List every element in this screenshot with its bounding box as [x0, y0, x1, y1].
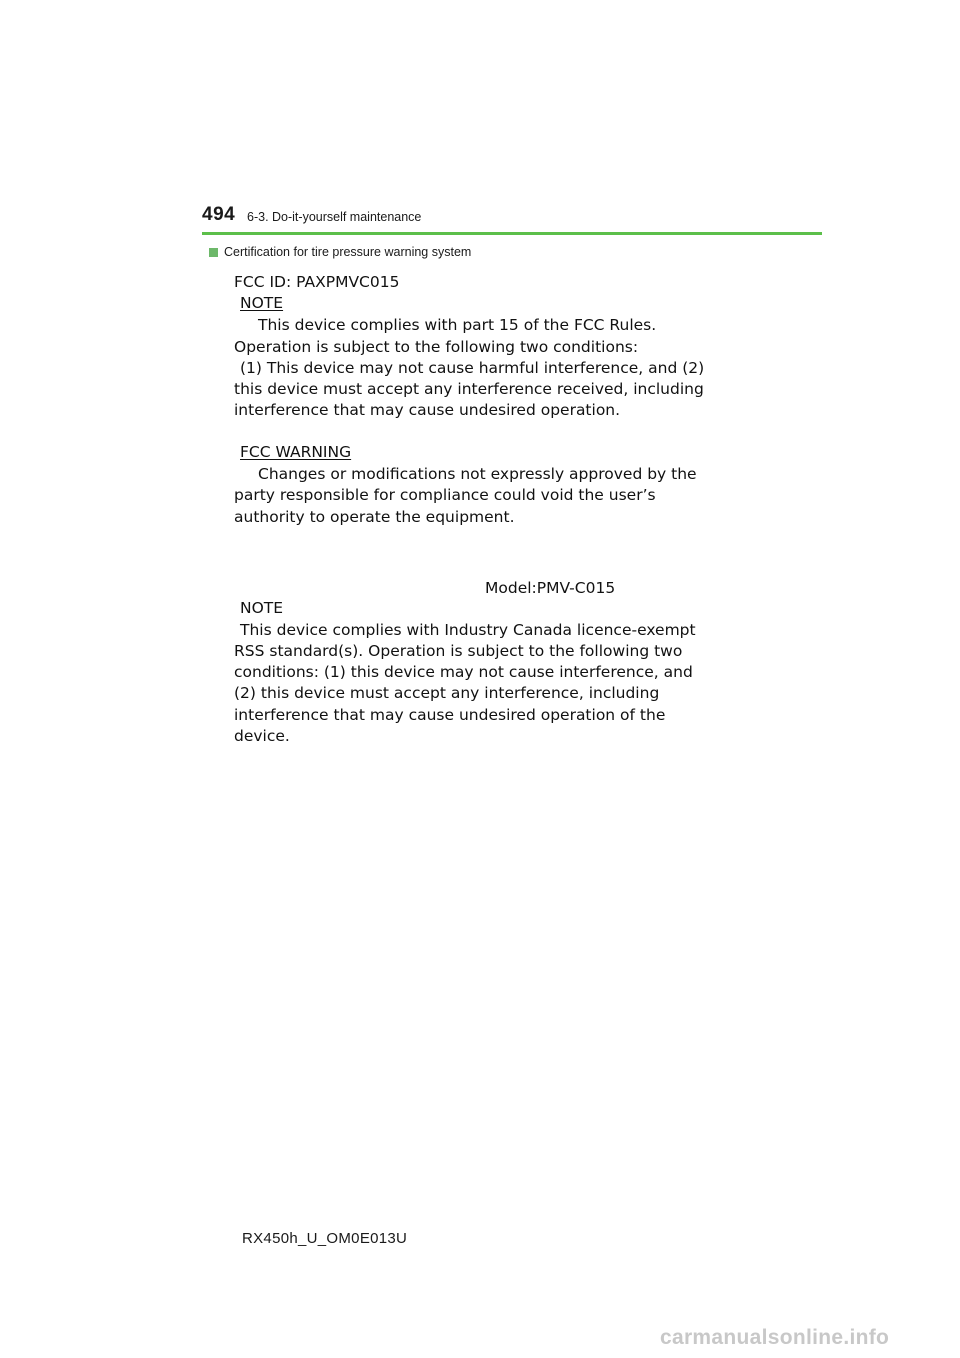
ic-note-line-5: interference that may cause undesired operation of the [234, 706, 666, 724]
ic-note-line-3: conditions: (1) this device may not cause interference, and [234, 663, 693, 681]
ic-note-heading: NOTE [240, 599, 284, 617]
square-icon [209, 248, 218, 257]
ic-note-line-2: RSS standard(s). Operation is subject to the following two [234, 642, 683, 660]
watermark: carmanualsonline.info [660, 1326, 890, 1349]
fcc-note-line-3: (1) This device may not cause harmful interference, and (2) [240, 359, 705, 377]
document-code: RX450h_U_OM0E013U [242, 1230, 408, 1247]
fcc-id-line: FCC ID: PAXPMVC015 [234, 273, 400, 291]
ic-note-line-1: This device complies with Industry Canada licence-exempt [240, 621, 696, 639]
fcc-warning-line-2: party responsible for compliance could void the user’s [234, 486, 656, 504]
fcc-note-line-1: This device complies with part 15 of the FCC Rules. [258, 316, 657, 334]
ic-model-line: Model:PMV-C015 [485, 579, 616, 597]
fcc-warning-heading: FCC WARNING [240, 443, 352, 461]
fcc-warning-line-3: authority to operate the equipment. [234, 508, 515, 526]
page-number: 494 [202, 204, 236, 225]
subheading-text: Certification for tire pressure warning system [224, 245, 472, 259]
fcc-note-line-5: interference that may cause undesired operation. [234, 401, 621, 419]
section-title: 6-3. Do-it-yourself maintenance [247, 210, 422, 224]
ic-note-line-4: (2) this device must accept any interference, including [234, 684, 660, 702]
subheading [209, 245, 471, 259]
ic-note-line-6: device. [234, 727, 290, 745]
fcc-warning-line-1: Changes or modifications not expressly approved by the [258, 465, 697, 483]
header-rule [202, 232, 822, 235]
fcc-note-line-2: Operation is subject to the following two conditions: [234, 338, 639, 356]
fcc-note-line-4: this device must accept any interference received, including [234, 380, 704, 398]
fcc-note-heading: NOTE [240, 294, 284, 312]
